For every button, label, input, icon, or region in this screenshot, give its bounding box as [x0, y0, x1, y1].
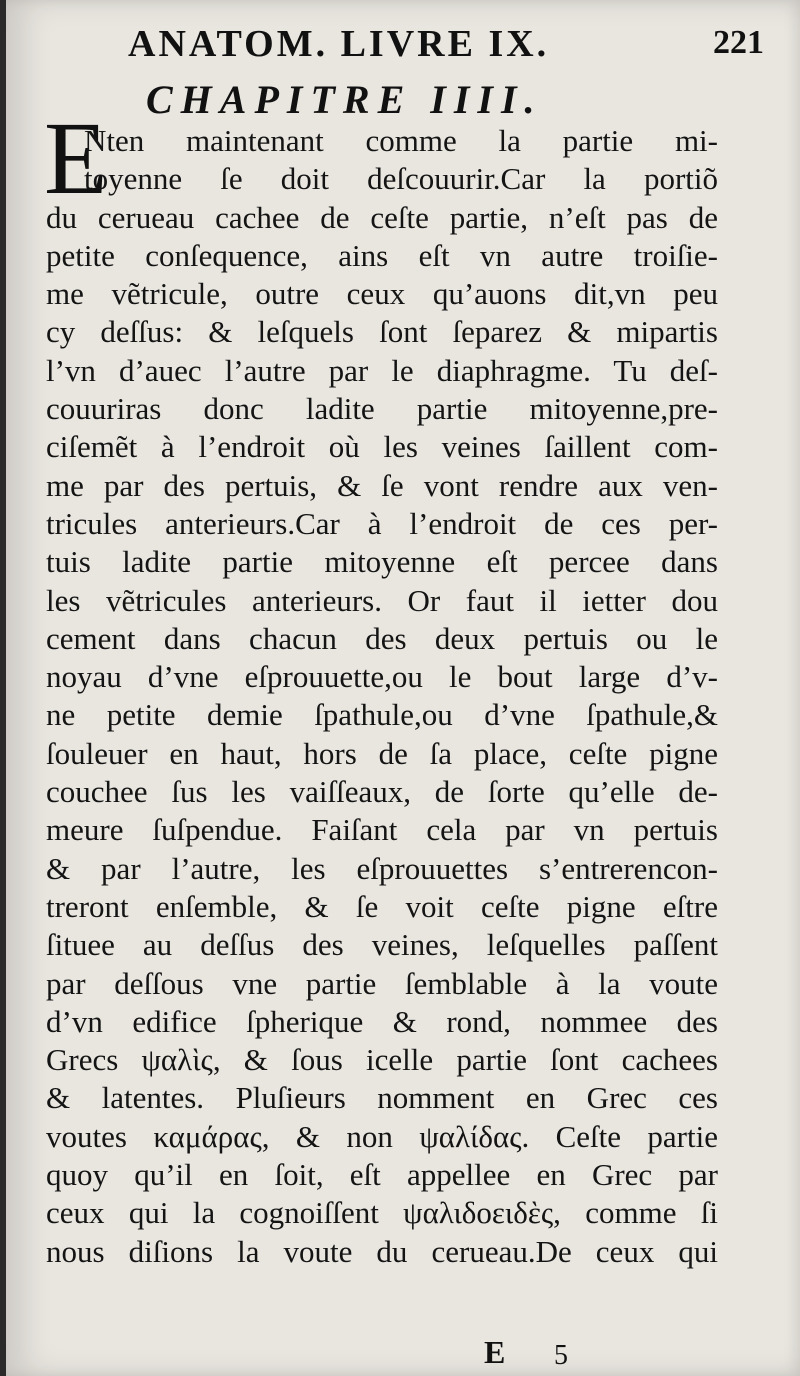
- text-line: tuis ladite partie mitoyenne eſt percee dans: [46, 544, 718, 580]
- text-line: Grecs ψαλὶς, & ſous icelle partie ſont cachees: [46, 1042, 718, 1078]
- text-line: couchee ſus les vaiſſeaux, de ſorte qu’elle de-: [46, 774, 718, 810]
- text-line: treront enſemble, & ſe voit ceſte pigne eſtre: [46, 888, 718, 924]
- body-text: [46, 122, 718, 1271]
- text-line: & par l’autre, les eſprouuettes s’entrerencon-: [46, 850, 718, 886]
- text-line: par deſſous vne partie ſemblable à la voute: [46, 965, 718, 1001]
- page-number: 221: [713, 24, 764, 61]
- text-line: voutes καμάρας, & non ψαλίδας. Ceſte partie: [46, 1118, 718, 1154]
- text-line: du cerueau cachee de ceſte partie, n’eſt pas de: [46, 199, 718, 235]
- text-line: noyau d’vne eſprouuette,ou le bout large d’v-: [46, 659, 718, 695]
- text-line: me par des pertuis, & ſe vont rendre aux ven-: [46, 467, 718, 503]
- text-line: tricules anterieurs.Car à l’endroit de ces per-: [46, 505, 718, 541]
- drop-cap: E: [44, 101, 108, 216]
- text-line: ciſemẽt à l’endroit où les veines ſaillent com-: [46, 429, 718, 465]
- text-line: l’vn d’auec l’autre par le diaphragme. Tu deſ-: [46, 352, 718, 388]
- text-line: d’vn edifice ſpherique & rond, nommee des: [46, 1003, 718, 1039]
- text-line: Nten maintenant comme la partie mi-: [84, 123, 718, 158]
- text-line: ceux qui la cognoiſſent ψαλιδοειδὲς, comme ſi: [46, 1195, 718, 1231]
- signature-number: 5: [554, 1340, 568, 1371]
- text-line: ſituee au deſſus des veines, leſquelles paſſent: [46, 927, 718, 963]
- text-line: ne petite demie ſpathule,ou d’vne ſpathule,&: [46, 697, 718, 733]
- text-line: couuriras donc ladite partie mitoyenne,pre-: [46, 391, 718, 427]
- book-page: [6, 0, 800, 1376]
- text-line: ſouleuer en haut, hors de ſa place, ceſte pigne: [46, 735, 718, 771]
- signature-mark: E: [484, 1334, 506, 1370]
- chapter-title: CHAPITRE IIII.: [146, 77, 543, 122]
- running-title: ANATOM. LIVRE IX.: [128, 23, 550, 65]
- text-line: petite conſequence, ains eſt vn autre troiſie-: [46, 237, 718, 273]
- text-line: & latentes. Pluſieurs nomment en Grec ces: [46, 1080, 718, 1116]
- text-line: quoy qu’il en ſoit, eſt appellee en Grec par: [46, 1157, 718, 1193]
- text-line: les vẽtricules anterieurs. Or faut il ietter dou: [46, 582, 718, 618]
- text-line: me vẽtricule, outre ceux qu’auons dit,vn peu: [46, 276, 718, 312]
- page-footer: [6, 1334, 800, 1374]
- text-line: cement dans chacun des deux pertuis ou le: [46, 620, 718, 656]
- text-line: cy deſſus: & leſquels ſont ſeparez & mipartis: [46, 314, 718, 350]
- running-head: [6, 22, 800, 72]
- text-line: meure ſuſpendue. Faiſant cela par vn pertuis: [46, 812, 718, 848]
- text-line: nous diſions la voute du cerueau.De ceux qui: [46, 1233, 718, 1269]
- text-line: toyenne ſe doit deſcouurir.Car la portiõ: [84, 161, 718, 197]
